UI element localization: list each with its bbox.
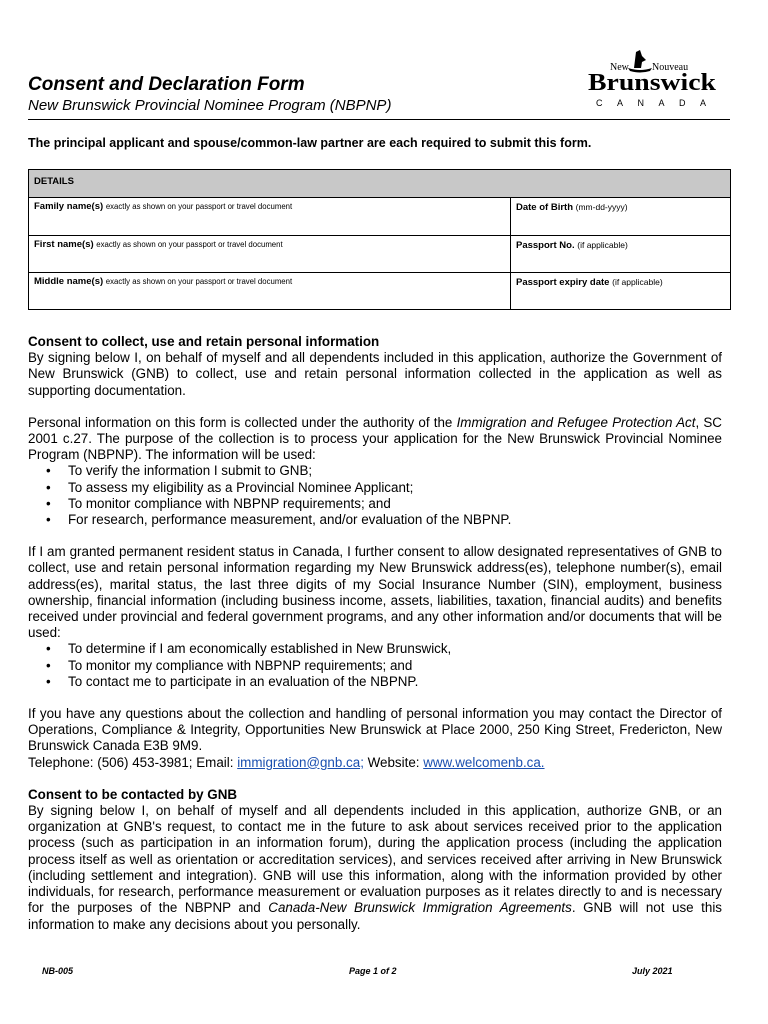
website-link[interactable]: www.welcomenb.ca. [423,754,545,770]
contact-line: Telephone: (506) 453-3981; Email: immigration@gnb.ca; Website: www.welcomenb.ca. [28,754,545,770]
section1-paragraph-4: If you have any questions about the collection and handling of personal information you may contact the Director of Operations, Compliance & Integrity, Opportunities New Brunswick at Place 2000, 250 King Street, Fredericton, New Brunswick Canada E3B 9M9. [28,706,722,754]
family-name-label: Family name(s) [34,201,104,212]
family-name-field[interactable] [29,198,511,236]
list-item: • For research, performance measurement, and/or evaluation of the NBPNP. [68,512,722,528]
dob-label: Date of Birth [516,202,573,213]
middle-name-field[interactable] [29,273,511,310]
section1-paragraph-2: Personal information on this form is collected under the authority of the Immigration and Refugee Protection Act, SC 2001 c.27. The purpose of the collection is to process your application for the New Brunswick Provincial Nominee Program (NBPNP). The information will be used: [28,414,722,463]
list-item: • To contact me to participate in an evaluation of the NBPNP. [68,674,722,690]
section1-paragraph-3: If I am granted permanent resident status in Canada, I further consent to allow designated representatives of GNB to collect, use and retain personal information regarding my New Brunswick address(es), telephone number(s), email address(es), marital status, the last three digits of my Social Insurance Number (SIN), employment, business ownership, financial information (including business income, assets, liabilities, taxation, financial audits) and benefits received under provincial and federal government programs, and any other information and/or documents that will be used: [28,544,722,641]
section2-heading: Consent to be contacted by GNB [28,786,238,802]
form-subtitle: New Brunswick Provincial Nominee Program (NBPNP) [28,97,392,114]
header-rule [28,119,730,120]
details-heading: DETAILS [29,170,731,198]
section1-paragraph-1: By signing below I, on behalf of myself and all dependents included in this application, authorize the Government of New Brunswick (GNB) to collect, use and retain personal information collected in the application as well as supporting documentation. [28,350,722,398]
form-title: Consent and Declaration Form [28,74,305,95]
first-name-hint: exactly as shown on your passport or travel document [96,240,283,249]
passport-expiry-field[interactable] [511,273,731,310]
form-body [28,334,722,933]
usage-list [28,463,722,528]
date-of-birth-field[interactable] [511,198,731,236]
section1-heading: Consent to collect, use and retain personal information [28,334,380,349]
family-name-hint: exactly as shown on your passport or travel document [105,202,293,211]
first-name-field[interactable] [29,236,511,273]
act-name: Immigration and Refugee Protection Act [456,414,696,430]
logo-brunswick: Brunswick [588,70,717,96]
section2-paragraph: By signing below I, on behalf of myself and all dependents included in this application, authorize GNB, or an organization at GNB's request, to contact me in the future to ask about services received prior to the application process (such as participation in an information forum), during the application process (including the application process itself as well as orientation or accreditation services), and services received after arriving in New Brunswick (including settlement and integration). GNB will use this information, along with the information provided by other individuals, for research, performance measurement or evaluation purposes as it relates directly to and is necessary for the purposes of the NBPNP and Canada-New Brunswick Immigration Agreements. GNB will not use this information to make any decisions about you personally. [28,803,723,932]
middle-name-label: Middle name(s) [34,276,104,287]
form-number: NB-005 [42,966,74,976]
list-item: • To monitor my compliance with NBPNP requirements; and [68,658,722,674]
expiry-label: Passport expiry date [516,277,610,288]
passport-label: Passport No. [516,240,575,251]
passport-hint: (if applicable) [577,240,628,250]
new-brunswick-logo [584,46,720,110]
list-item: • To verify the information I submit to GNB; [68,463,722,479]
passport-number-field[interactable] [511,236,731,273]
logo-new: New [610,62,629,73]
ship-emblem-icon [634,50,646,68]
form-date: July 2021 [632,966,673,976]
logo-nouveau: Nouveau [652,62,689,73]
notice-text: The principal applicant and spouse/common-law partner are each required to submit this form. [28,136,592,150]
dob-hint: (mm-dd-yyyy) [575,202,628,212]
expiry-hint: (if applicable) [612,277,663,287]
first-name-label: First name(s) [34,239,94,250]
agreements-name: Canada-New Brunswick Immigration Agreements [268,900,572,916]
details-table [28,169,731,310]
list-item: • To assess my eligibility as a Provincial Nominee Applicant; [68,480,722,496]
page-number: Page 1 of 2 [349,966,397,976]
logo-canada: C A N A D A [596,98,706,108]
list-item: • To monitor compliance with NBPNP requirements; and [68,496,722,512]
list-item: • To determine if I am economically established in New Brunswick, [68,641,722,657]
middle-name-hint: exactly as shown on your passport or travel document [105,277,293,286]
email-link[interactable]: immigration@gnb.ca; [237,754,364,770]
pr-usage-list [28,641,722,690]
